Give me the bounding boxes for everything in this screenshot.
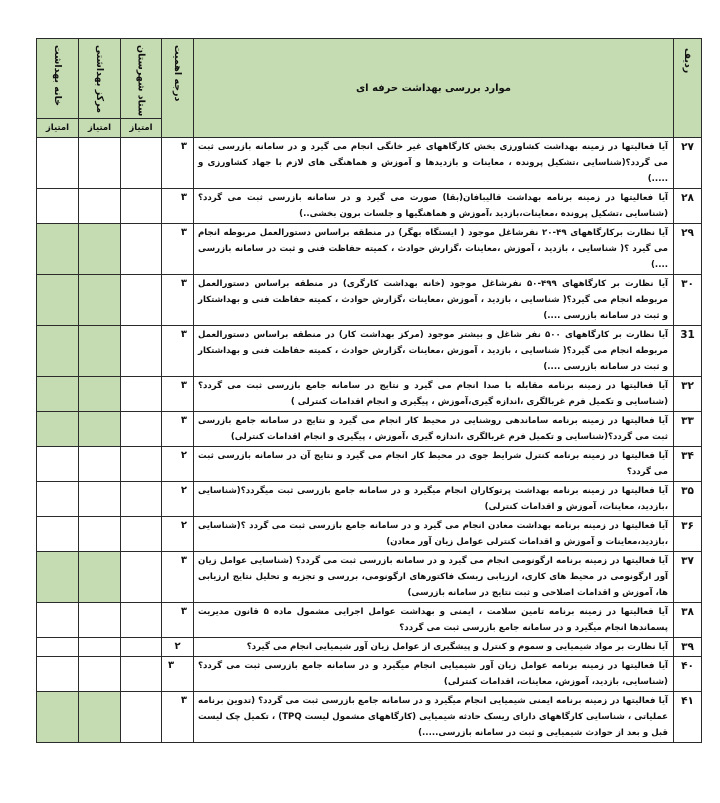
importance-value: ۲: [174, 641, 181, 652]
score-health-center[interactable]: [79, 517, 121, 552]
score-label-house: امتیاز: [37, 119, 79, 138]
importance-value: ۲: [180, 520, 187, 531]
table-row: [37, 638, 702, 657]
importance-value: ۳: [180, 380, 187, 391]
question-text: آیا فعالیتها در زمینه برنامه بهداشت قالیبافان(بقا) صورت می گیرد و در سامانه بازرسی ثبت می گردد؟(شناسایی ،تشکیل پرونده ،معاینات،بازدید ،آموزش و هماهنگیها و جلسات برون بخشی..): [194, 189, 674, 224]
table-row: [37, 275, 702, 326]
score-city-hq[interactable]: [121, 377, 162, 412]
table-row: [37, 692, 702, 743]
importance-degree: [162, 377, 194, 412]
score-health-house[interactable]: [37, 412, 79, 447]
score-health-house[interactable]: [37, 138, 79, 189]
row-number: ۲۷: [674, 138, 702, 189]
city-hq-header: ستاد شهرستان: [121, 39, 162, 119]
score-health-center[interactable]: [79, 275, 121, 326]
table-row: [37, 189, 702, 224]
row-number: ۳۴: [674, 447, 702, 482]
table-row: [37, 657, 702, 692]
score-label-center: امتیاز: [79, 119, 121, 138]
importance-value: ۳: [180, 141, 187, 152]
score-health-center[interactable]: [79, 603, 121, 638]
score-health-center[interactable]: [79, 377, 121, 412]
question-text: آیا فعالیتها در زمینه برنامه عوامل زیان آور شیمیایی انجام میگیرد و در سامانه جامع بازرسی ثبت می گردد؟ (شناسایی، بازدید، آموزش، معاینات، اقدامات کنترلی): [194, 657, 674, 692]
question-text: آیا فعالیتها در زمینه برنامه ایمنی شیمیایی انجام میگیرد و در سامانه جامع بازرسی ثبت می گردد؟ (تدوین برنامه عملیاتی ، شناسایی کارگاههای دارای ریسک حادثه شیمیایی (کارگاههای مشمول لیست TPQ) ، تکمیل چک لیست قبل و بعد از حوادث شیمیایی و ثبت در سامانه بازرسی.....): [194, 692, 674, 743]
table-row: [37, 447, 702, 482]
importance-degree: [162, 692, 194, 743]
question-text: آیا فعالیتها در زمینه بهداشت کشاورزی بخش کارگاههای غیر خانگی انجام می گیرد و در سامانه بازرسی ثبت می گردد؟(شناسایی ،تشکیل پرونده ، معاینات و بازدیدها و آموزش و هماهنگی های لازم با جهاد کشاورزی و .....): [194, 138, 674, 189]
score-city-hq[interactable]: [121, 447, 162, 482]
importance-degree: [162, 657, 194, 692]
score-health-center[interactable]: [79, 412, 121, 447]
score-city-hq[interactable]: [121, 224, 162, 275]
score-health-house[interactable]: [37, 657, 79, 692]
importance-value: ۳: [180, 329, 187, 340]
score-health-center[interactable]: [79, 189, 121, 224]
importance-value: ۳: [180, 415, 187, 426]
score-health-center[interactable]: [79, 657, 121, 692]
row-number: ۳۹: [674, 638, 702, 657]
score-city-hq[interactable]: [121, 275, 162, 326]
importance-degree: [162, 482, 194, 517]
table-row: [37, 412, 702, 447]
question-text: آیا فعالیتها در زمینه برنامه مقابله با صدا انجام می گیرد و نتایج در سامانه جامع بازرسی ثبت می گردد؟(شناسایی و تکمیل فرم غربالگری ،اندازه گیری،آموزش ، پیگیری و انجام اقدامات کنترلی ): [194, 377, 674, 412]
score-city-hq[interactable]: [121, 603, 162, 638]
importance-degree: [162, 447, 194, 482]
health-center-header: مرکز بهداشتی: [79, 39, 121, 119]
importance-value: ۳: [180, 606, 187, 617]
row-number: ۳۸: [674, 603, 702, 638]
score-health-center[interactable]: [79, 447, 121, 482]
table-row: [37, 138, 702, 189]
importance-degree: [162, 326, 194, 377]
importance-value: ۳: [180, 695, 187, 706]
importance-value: ۳: [180, 192, 187, 203]
score-health-house[interactable]: [37, 552, 79, 603]
score-city-hq[interactable]: [121, 657, 162, 692]
question-text: آیا فعالیتها در زمینه برنامه ساماندهی روشنایی در محیط کار انجام می گیرد و نتایج در سامانه جامع بازرسی ثبت می گردد؟(شناسایی و تکمیل فرم غربالگری ،اندازه گیری ،آموزش ، پیگیری و انجام اقدامات کنترلی): [194, 412, 674, 447]
score-health-center[interactable]: [79, 326, 121, 377]
score-city-hq[interactable]: [121, 189, 162, 224]
score-health-house[interactable]: [37, 482, 79, 517]
score-city-hq[interactable]: [121, 138, 162, 189]
table-row: [37, 603, 702, 638]
importance-value: ۳: [168, 660, 175, 671]
score-health-house[interactable]: [37, 447, 79, 482]
score-health-house[interactable]: [37, 275, 79, 326]
score-city-hq[interactable]: [121, 638, 162, 657]
score-health-house[interactable]: [37, 326, 79, 377]
header-row: [37, 39, 702, 119]
row-number-header: ردیف: [674, 39, 702, 138]
row-number: ۲۸: [674, 189, 702, 224]
question-text: آیا فعالیتها در زمینه برنامه ارگونومی انجام می گیرد و در سامانه بازرسی ثبت می گردد؟ (شناسایی عوامل زیان آور ارگونومی در محیط های کاری، ارزیابی ریسک فاکتورهای ارگونومی، بررسی و تجزیه و تحلیل نتایج ارزیابی ها، آموزش و اقدامات اصلاحی و ثبت نتایج در سامانه بازرسی): [194, 552, 674, 603]
score-health-center[interactable]: [79, 138, 121, 189]
score-city-hq[interactable]: [121, 517, 162, 552]
table-row: [37, 326, 702, 377]
score-health-house[interactable]: [37, 377, 79, 412]
question-text: آیا نظارت برکارگاههای ۴۹-۲۰ نفرشاغل موجود ( ایستگاه بهگر) در منطقه براساس دستورالعمل مربوطه انجام می گیرد ؟( شناسایی ، بازدید ، آموزش ،معاینات ،گزارش حوادث ، کمیته حفاظت فنی و ثبت در سامانه بازرسی ....): [194, 224, 674, 275]
checklist-table-wrapper: [36, 38, 701, 743]
question-text: آیا نظارت بر کارگاههای ۵۰۰ نفر شاغل و بیشتر موجود (مرکز بهداشت کار) در منطقه براساس دستورالعمل مربوطه انجام می گیرد؟( شناسایی ، بازدید ، آموزش ،معاینات ،گزارش حوادث ، کمیته حفاظت فنی و بهداشتکار و ثبت در سامانه بازرسی ....): [194, 326, 674, 377]
row-number: ۳۲: [674, 377, 702, 412]
table-row: [37, 552, 702, 603]
health-house-header: خانه بهداشت: [37, 39, 79, 119]
table-row: [37, 517, 702, 552]
row-number: ۴۰: [674, 657, 702, 692]
row-number: ۳۷: [674, 552, 702, 603]
importance-degree: [162, 275, 194, 326]
score-health-center[interactable]: [79, 482, 121, 517]
importance-header: درجه اهمیت: [162, 39, 194, 138]
score-city-hq[interactable]: [121, 692, 162, 743]
score-city-hq[interactable]: [121, 482, 162, 517]
row-number: ۳۶: [674, 517, 702, 552]
row-number: ۲۹: [674, 224, 702, 275]
importance-degree: [162, 189, 194, 224]
score-health-center[interactable]: [79, 692, 121, 743]
importance-value: ۲: [180, 450, 187, 461]
score-city-hq[interactable]: [121, 552, 162, 603]
question-text: آیا فعالیتها در زمینه برنامه بهداشت پرتوکاران انجام میگیرد و در سامانه جامع بازرسی ثبت میگردد؟(شناسایی ،بازدید، معاینات، آموزش و اقدامات کنترلی): [194, 482, 674, 517]
table-row: [37, 377, 702, 412]
score-health-house[interactable]: [37, 603, 79, 638]
table-row: [37, 482, 702, 517]
importance-value: ۳: [180, 278, 187, 289]
score-health-house[interactable]: [37, 224, 79, 275]
score-health-house[interactable]: [37, 189, 79, 224]
row-number: ۴۱: [674, 692, 702, 743]
checklist-rows: [37, 138, 702, 743]
importance-degree: [162, 224, 194, 275]
question-text: آیا نظارت بر کارگاههای ۴۹۹-۵۰ نفرشاغل موجود (خانه بهداشت کارگری) در منطقه براساس دستورالعمل مربوطه انجام می گیرد؟( شناسایی ، بازدید ، آموزش ،معاینات ،گزارش حوادث ، کمیته حفاظت فنی و بهداشتکار و ثبت در سامانه بازرسی ....): [194, 275, 674, 326]
question-text: آیا فعالیتها در زمینه برنامه تامین سلامت ، ایمنی و بهداشت عوامل اجرایی مشمول ماده ۵ قانون مدیریت پسماندها انجام میگیرد و در سامانه جامع بازرسی ثبت می گردد؟: [194, 603, 674, 638]
score-health-house[interactable]: [37, 517, 79, 552]
occupational-health-checklist-table: [36, 38, 702, 743]
items-header: موارد بررسی بهداشت حرفه ای: [194, 39, 674, 138]
row-number: ۳۵: [674, 482, 702, 517]
importance-degree: [162, 603, 194, 638]
question-text: آیا فعالیتها در زمینه برنامه بهداشت معادن انجام می گیرد و در سامانه جامع بازرسی ثبت می گردد ؟(شناسایی ،بازدید،معاینات و آموزش و اقدامات کنترلی عوامل زیان آور معادن): [194, 517, 674, 552]
score-label-city: امتیاز: [121, 119, 162, 138]
importance-value: ۳: [180, 555, 187, 566]
importance-value: ۲: [180, 485, 187, 496]
score-health-house[interactable]: [37, 638, 79, 657]
score-health-center[interactable]: [79, 552, 121, 603]
score-health-house[interactable]: [37, 692, 79, 743]
question-text: آیا نظارت بر مواد شیمیایی و سموم و کنترل و پیشگیری از عوامل زیان آور شیمیایی انجام می گیرد؟: [194, 638, 674, 657]
importance-degree: [162, 517, 194, 552]
question-text: آیا فعالیتها در زمینه برنامه کنترل شرایط جوی در محیط کار انجام می گیرد و نتایج آن در سامانه بازرسی ثبت می گردد؟: [194, 447, 674, 482]
score-city-hq[interactable]: [121, 326, 162, 377]
table-row: [37, 224, 702, 275]
score-health-center[interactable]: [79, 638, 121, 657]
importance-degree: [162, 552, 194, 603]
row-number: ۳۰: [674, 275, 702, 326]
score-health-center[interactable]: [79, 224, 121, 275]
importance-value: ۳: [180, 227, 187, 238]
score-city-hq[interactable]: [121, 412, 162, 447]
importance-degree: [162, 138, 194, 189]
importance-degree: [162, 638, 194, 657]
row-number: 31: [674, 326, 702, 377]
importance-degree: [162, 412, 194, 447]
row-number: ۳۳: [674, 412, 702, 447]
